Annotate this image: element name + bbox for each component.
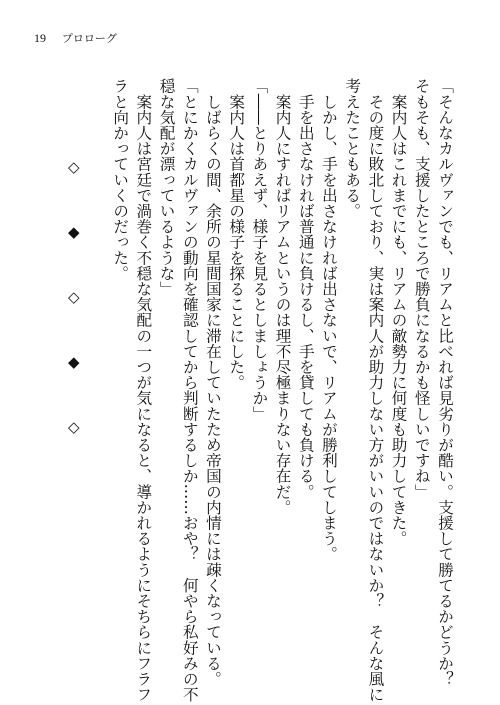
text-line: ラと向かっていくのだった。	[111, 78, 130, 281]
chapter-title: プロローグ	[61, 32, 117, 45]
text-line: しばらくの間、余所の星間国家に滞在していたため帝国の内情には疎くなっている。	[203, 78, 222, 687]
text-line: 案内人は首都星の様子を探ることにした。	[227, 78, 246, 390]
text-line: そもそも、支援したところで勝負になるかも怪しいですね」	[412, 78, 431, 500]
text-line: 案内人はこれまでにも、リアムの敵勢力に何度も助力してきた。	[389, 78, 408, 546]
text-line: 案内人にすればリアムというのは理不尽極まりない存在だ。	[273, 78, 292, 515]
text-line: 「そんなカルヴァンでも、リアムと比べれば見劣りが酷い。支援して勝てるかどうか？	[436, 78, 454, 687]
running-header	[34, 31, 117, 46]
text-line: その度に敗北しており、実は案内人が助力しない方がいいのではないか？ そんな風に	[366, 78, 385, 702]
text-line: 「――とりあえず、様子を見るとしましょうか」	[250, 78, 269, 422]
blank-line	[85, 78, 108, 678]
text-line: 穏な気配が漂っているような」	[157, 78, 176, 297]
vertical-body-text	[62, 78, 456, 702]
text-line: 「とにかくカルヴァンの動向を確認してから判断するしか……おや？ 何やら私好みの不	[180, 78, 199, 702]
text-line: 案内人は宮廷で渦巻く不穏な気配の一つが気になると、導かれるようにそちらにフラフ	[134, 78, 153, 702]
section-divider: ◇◆◇◆◇	[64, 158, 83, 483]
page-number: 19	[34, 31, 46, 45]
text-line: しかし、手を出さなければ出さないで、リアムが勝利してしまう。	[319, 78, 338, 562]
text-line: 考えたこともある。	[343, 78, 362, 219]
text-line: 手を出さなければ普通に負けるし、手を貸しても負ける。	[296, 78, 315, 500]
